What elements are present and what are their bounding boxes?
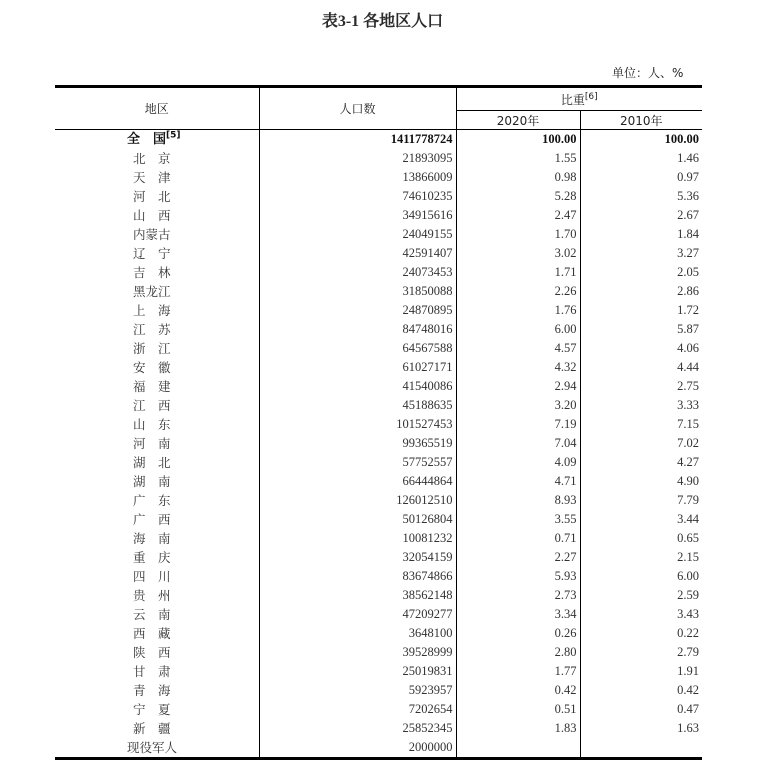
population-cell: 13866009: [259, 168, 456, 187]
share-2010-cell: 1.72: [580, 301, 702, 320]
population-cell: 61027171: [259, 358, 456, 377]
region-cell: 湖 南: [133, 474, 171, 489]
population-cell: 32054159: [259, 548, 456, 567]
share-2020-cell: 4.32: [456, 358, 580, 377]
share-2010-cell: 7.02: [580, 434, 702, 453]
region-cell: 安 徽: [133, 360, 171, 375]
share-2010-cell: 4.06: [580, 339, 702, 358]
population-cell: 84748016: [259, 320, 456, 339]
region-cell: 北 京: [133, 151, 171, 166]
population-cell: 50126804: [259, 510, 456, 529]
population-cell: 66444864: [259, 472, 456, 491]
share-2010-cell: 3.33: [580, 396, 702, 415]
share-2020-cell: 1.76: [456, 301, 580, 320]
share-2010-cell: 7.15: [580, 415, 702, 434]
population-cell: 126012510: [259, 491, 456, 510]
table-row: [55, 339, 702, 358]
table-row: [55, 320, 702, 339]
table-row: [55, 738, 702, 759]
population-cell: 31850088: [259, 282, 456, 301]
table-row: [55, 187, 702, 206]
share-2010-cell: 1.46: [580, 149, 702, 168]
population-cell: 39528999: [259, 643, 456, 662]
population-cell: 5923957: [259, 681, 456, 700]
region-cell: 山 西: [133, 208, 171, 223]
region-cell: 新 疆: [133, 721, 171, 736]
share-2010-cell: 4.27: [580, 453, 702, 472]
region-cell: 西 藏: [133, 626, 171, 641]
share-2010-cell: 0.47: [580, 700, 702, 719]
population-cell: 101527453: [259, 415, 456, 434]
share-2020-cell: 2.47: [456, 206, 580, 225]
share-2010-cell: 0.42: [580, 681, 702, 700]
table-row: [55, 282, 702, 301]
header-year-2010: 2010年: [580, 111, 702, 130]
table-row: [55, 662, 702, 681]
table-row: [55, 567, 702, 586]
population-cell: 41540086: [259, 377, 456, 396]
population-cell: 25019831: [259, 662, 456, 681]
share-2020-cell: 5.93: [456, 567, 580, 586]
header-region: 地区: [55, 87, 259, 130]
population-cell: 3648100: [259, 624, 456, 643]
share-2010-cell: 5.36: [580, 187, 702, 206]
share-2010-cell: 6.00: [580, 567, 702, 586]
region-cell: 四 川: [133, 569, 171, 584]
population-cell: 24073453: [259, 263, 456, 282]
share-2020-cell: 6.00: [456, 320, 580, 339]
share-2010-cell: 2.59: [580, 586, 702, 605]
population-cell: 2000000: [259, 738, 456, 759]
region-cell: 河 南: [133, 436, 171, 451]
table-row: [55, 168, 702, 187]
share-2010-cell: 100.00: [580, 130, 702, 150]
footnote-5: [5]: [166, 130, 181, 141]
region-cell: 内蒙古: [133, 227, 171, 242]
share-2010-cell: 4.44: [580, 358, 702, 377]
population-cell: 57752557: [259, 453, 456, 472]
table-title: 表3-1 各地区人口: [321, 13, 444, 30]
share-2010-cell: 2.75: [580, 377, 702, 396]
share-2010-cell: [580, 738, 702, 759]
table-row: [55, 548, 702, 567]
region-cell: 江 西: [133, 398, 171, 413]
table-row: [55, 358, 702, 377]
header-year-2020: 2020年: [456, 111, 580, 130]
share-2010-cell: 1.91: [580, 662, 702, 681]
region-cell: 吉 林: [133, 265, 171, 280]
share-2010-cell: 0.65: [580, 529, 702, 548]
table-row: [55, 510, 702, 529]
share-2010-cell: 2.79: [580, 643, 702, 662]
population-cell: 45188635: [259, 396, 456, 415]
share-2020-cell: 0.42: [456, 681, 580, 700]
share-2020-cell: 0.26: [456, 624, 580, 643]
share-2010-cell: 4.90: [580, 472, 702, 491]
table-row: [55, 225, 702, 244]
share-2010-cell: 2.15: [580, 548, 702, 567]
population-cell: 25852345: [259, 719, 456, 738]
table-row: [55, 453, 702, 472]
share-2010-cell: 2.05: [580, 263, 702, 282]
population-cell: 24049155: [259, 225, 456, 244]
share-2010-cell: 7.79: [580, 491, 702, 510]
population-cell: 99365519: [259, 434, 456, 453]
share-2020-cell: 2.27: [456, 548, 580, 567]
region-cell: 现役军人: [55, 738, 259, 759]
region-cell: 山 东: [133, 417, 171, 432]
share-2020-cell: 3.20: [456, 396, 580, 415]
region-cell: 贵 州: [133, 588, 171, 603]
share-2020-cell: 1.71: [456, 263, 580, 282]
population-cell: 10081232: [259, 529, 456, 548]
share-2010-cell: 3.43: [580, 605, 702, 624]
table-row: [55, 263, 702, 282]
share-2020-cell: 1.70: [456, 225, 580, 244]
region-cell: 云 南: [133, 607, 171, 622]
region-cell: 江 苏: [133, 322, 171, 337]
region-cell: 河 北: [133, 189, 171, 204]
table-row: [55, 681, 702, 700]
header-population: 人口数: [259, 87, 456, 130]
table-row-total: [55, 130, 702, 150]
share-2010-cell: 2.67: [580, 206, 702, 225]
share-2020-cell: [456, 738, 580, 759]
population-cell: 74610235: [259, 187, 456, 206]
region-cell: 黑龙江: [133, 284, 171, 299]
population-cell: 42591407: [259, 244, 456, 263]
region-cell: 陕 西: [133, 645, 171, 660]
header-ratio: 比重[6]: [456, 87, 702, 111]
table-row: [55, 624, 702, 643]
table-row: [55, 529, 702, 548]
population-cell: 47209277: [259, 605, 456, 624]
share-2020-cell: 2.94: [456, 377, 580, 396]
share-2020-cell: 0.98: [456, 168, 580, 187]
region-cell: 甘 肃: [133, 664, 171, 679]
region-cell: 福 建: [133, 379, 171, 394]
region-cell: 浙 江: [133, 341, 171, 356]
share-2020-cell: 2.80: [456, 643, 580, 662]
share-2020-cell: 8.93: [456, 491, 580, 510]
share-2020-cell: 2.73: [456, 586, 580, 605]
share-2020-cell: 7.19: [456, 415, 580, 434]
region-cell: 广 东: [133, 493, 171, 508]
table-row: [55, 301, 702, 320]
population-cell: 64567588: [259, 339, 456, 358]
share-2010-cell: 0.97: [580, 168, 702, 187]
share-2020-cell: 3.34: [456, 605, 580, 624]
share-2010-cell: 2.86: [580, 282, 702, 301]
share-2010-cell: 1.63: [580, 719, 702, 738]
table-row: [55, 605, 702, 624]
table-row: [55, 244, 702, 263]
population-table: [55, 85, 702, 760]
share-2020-cell: 3.55: [456, 510, 580, 529]
table-row: [55, 396, 702, 415]
share-2020-cell: 1.55: [456, 149, 580, 168]
population-cell: 24870895: [259, 301, 456, 320]
region-cell: 天 津: [133, 170, 171, 185]
share-2020-cell: 1.83: [456, 719, 580, 738]
table-row: [55, 472, 702, 491]
share-2010-cell: 0.22: [580, 624, 702, 643]
share-2020-cell: 4.57: [456, 339, 580, 358]
table-row: [55, 491, 702, 510]
share-2020-cell: 2.26: [456, 282, 580, 301]
share-2020-cell: 0.51: [456, 700, 580, 719]
share-2020-cell: 7.04: [456, 434, 580, 453]
region-cell: 上 海: [133, 303, 171, 318]
table-row: [55, 434, 702, 453]
share-2010-cell: 1.84: [580, 225, 702, 244]
region-cell: 湖 北: [133, 455, 171, 470]
population-cell: 1411778724: [259, 130, 456, 150]
share-2020-cell: 4.09: [456, 453, 580, 472]
table-row: [55, 149, 702, 168]
region-cell: 青 海: [133, 683, 171, 698]
unit-label: 单位：人、%: [612, 66, 684, 80]
share-2020-cell: 0.71: [456, 529, 580, 548]
region-cell: 宁 夏: [133, 702, 171, 717]
population-cell: 7202654: [259, 700, 456, 719]
table-row: [55, 206, 702, 225]
share-2020-cell: 5.28: [456, 187, 580, 206]
region-cell: 海 南: [133, 531, 171, 546]
population-cell: 83674866: [259, 567, 456, 586]
population-cell: 34915616: [259, 206, 456, 225]
footnote-6: [6]: [584, 91, 598, 102]
region-cell: 全 国[5]: [127, 130, 181, 147]
table-row: [55, 377, 702, 396]
share-2020-cell: 4.71: [456, 472, 580, 491]
table-row: [55, 643, 702, 662]
share-2010-cell: 5.87: [580, 320, 702, 339]
region-cell: 重 庆: [133, 550, 171, 565]
region-cell: 辽 宁: [133, 246, 171, 261]
share-2010-cell: 3.44: [580, 510, 702, 529]
table-row: [55, 719, 702, 738]
table-row: [55, 415, 702, 434]
share-2020-cell: 100.00: [456, 130, 580, 150]
region-cell: 广 西: [133, 512, 171, 527]
population-cell: 38562148: [259, 586, 456, 605]
share-2020-cell: 3.02: [456, 244, 580, 263]
share-2010-cell: 3.27: [580, 244, 702, 263]
population-cell: 21893095: [259, 149, 456, 168]
share-2020-cell: 1.77: [456, 662, 580, 681]
table-row: [55, 700, 702, 719]
table-row: [55, 586, 702, 605]
